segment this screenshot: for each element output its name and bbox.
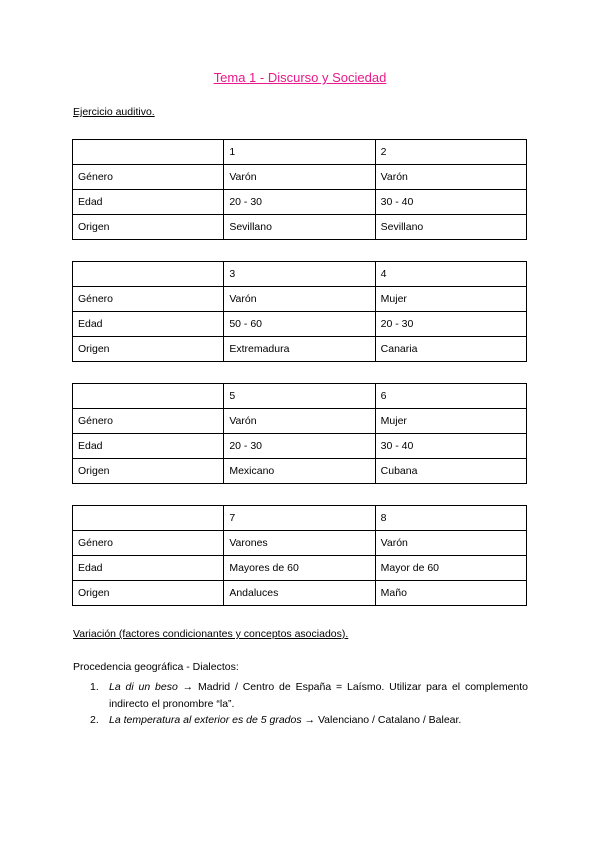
table-row [73,531,527,556]
table-cell: Mujer [375,287,526,312]
arrow-icon: → [182,681,194,693]
table-header-row [73,384,527,409]
table-row [73,409,527,434]
table-row [73,337,527,362]
table-cell: Varón [375,531,526,556]
speaker-table-3-4 [72,261,527,362]
table-row [73,434,527,459]
table-cell: Varón [224,287,375,312]
table-cell: 30 - 40 [375,434,526,459]
table-cell: Mayores de 60 [224,556,375,581]
subheading-geographic-origin: Procedencia geográfica - Dialectos: [73,661,239,673]
section-heading-variation: Variación (factores condicionantes y conceptos asociados). [73,628,349,640]
table-cell [73,384,224,409]
table-cell: 4 [375,262,526,287]
table-cell [73,262,224,287]
table-header-row [73,262,527,287]
section-heading-listening-exercise: Ejercicio auditivo. [73,106,155,118]
table-row [73,556,527,581]
speaker-table-7-8 [72,505,527,606]
table-cell: Edad [73,434,224,459]
table-cell: Mexicano [224,459,375,484]
table-cell: Maño [375,581,526,606]
table-cell: 20 - 30 [224,434,375,459]
table-cell: Género [73,165,224,190]
table-cell: 2 [375,140,526,165]
table-cell: Edad [73,556,224,581]
example-sentence: La di un beso [109,681,178,693]
table-cell [73,140,224,165]
table-cell: 20 - 30 [224,190,375,215]
list-item-text: Madrid / Centro de España = Laísmo. Utilizar para el complemento indirecto el pronombre “la”. [109,681,528,710]
table-cell: 8 [375,506,526,531]
table-cell: 5 [224,384,375,409]
table-cell: 50 - 60 [224,312,375,337]
table-cell: Extremadura [224,337,375,362]
table-cell: 6 [375,384,526,409]
table-cell: Género [73,287,224,312]
table-cell: Sevillano [224,215,375,240]
table-cell: Varón [224,409,375,434]
table-cell: Varones [224,531,375,556]
list-number: 1. [90,681,99,693]
list-item-text: Valenciano / Catalano / Balear. [317,714,462,726]
list-item [73,679,528,712]
list-item [73,712,528,729]
table-cell: Origen [73,581,224,606]
table-cell: Género [73,531,224,556]
table-row [73,165,527,190]
table-cell: Edad [73,190,224,215]
table-cell: Andaluces [224,581,375,606]
example-sentence: La temperatura al exterior es de 5 grados [109,714,302,726]
table-cell: Origen [73,459,224,484]
table-cell: Mujer [375,409,526,434]
table-row [73,287,527,312]
table-cell: Edad [73,312,224,337]
table-cell: 1 [224,140,375,165]
table-cell: Origen [73,337,224,362]
table-cell: 7 [224,506,375,531]
speaker-table-5-6 [72,383,527,484]
speaker-table-1-2 [72,139,527,240]
table-cell: Canaria [375,337,526,362]
table-header-row [73,506,527,531]
list-number: 2. [90,714,99,726]
table-cell: Varón [375,165,526,190]
table-header-row [73,140,527,165]
document-title: Tema 1 - Discurso y Sociedad [213,70,387,85]
table-row [73,581,527,606]
table-row [73,459,527,484]
table-cell: Origen [73,215,224,240]
table-cell: Género [73,409,224,434]
table-cell: Sevillano [375,215,526,240]
table-cell: 20 - 30 [375,312,526,337]
table-row [73,215,527,240]
dialect-list [73,679,528,729]
table-cell: Mayor de 60 [375,556,526,581]
table-cell [73,506,224,531]
table-cell: 3 [224,262,375,287]
table-row [73,312,527,337]
table-row [73,190,527,215]
table-cell: Cubana [375,459,526,484]
arrow-icon: → [304,714,316,726]
table-cell: Varón [224,165,375,190]
table-cell: 30 - 40 [375,190,526,215]
